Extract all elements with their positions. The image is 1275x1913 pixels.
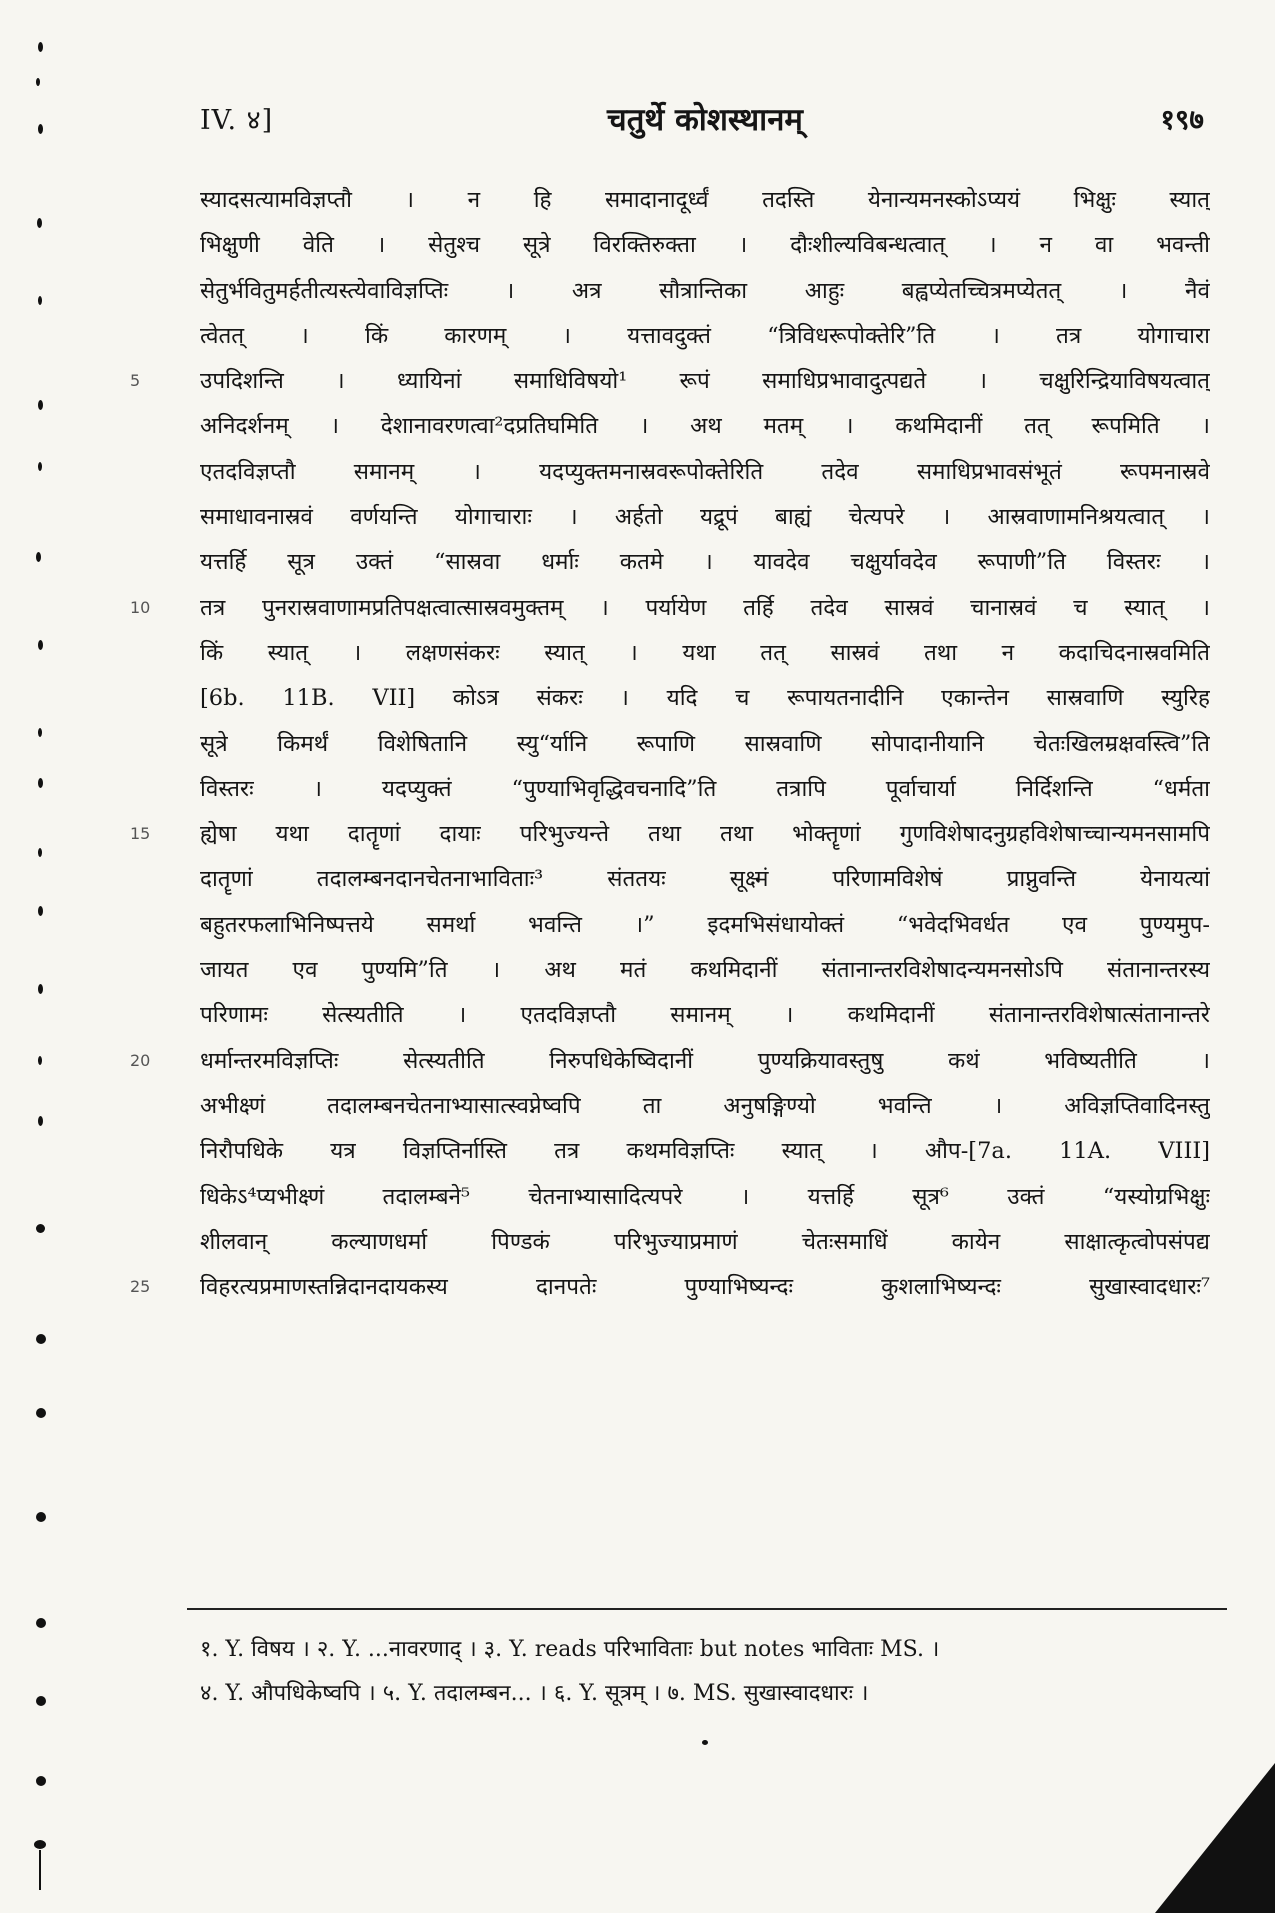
- line-number: 15: [130, 824, 151, 844]
- text-line: ह्येषा यथा दातॄणां दायाः परिभुज्यन्ते तथा तथा भोक्तॄणां गुणविशेषादनुग्रहविशेषाच्चान्यमनसामपि: [200, 821, 1210, 848]
- text-line: स्यादसत्यामविज्ञप्तौ । न हि समादानादूर्ध्वं तदस्ति येनान्यमनस्कोऽप्ययं भिक्षुः स्यात्: [200, 187, 1210, 213]
- text-line: सेतुर्भवितुमर्हतीत्यस्त्येवाविज्ञप्तिः । अत्र सौत्रान्तिका आहुः बह्वप्येतच्चित्रमप्येतत् । नैवं: [200, 277, 1210, 304]
- scan-corner-shadow: [1155, 1763, 1275, 1913]
- text-line: धर्मान्तरमविज्ञप्तिः सेत्स्यतीति निरुपधिकेष्विदानीं पुण्यक्रियावस्तुषु कथं भविष्यतीति ।: [200, 1047, 1210, 1074]
- text-line: सूत्रे किमर्थं विशेषितानि स्यु“र्यानि रूपाणि सास्रवाणि सोपादानीयानि चेतःखिलम्रक्षवस्त्वि”ति: [200, 730, 1210, 757]
- text-line: जायत एव पुण्यमि”ति । अथ मतं कथमिदानीं संतानान्तरविशेषादन्यमनसोऽपि संतानान्तरस्य: [200, 957, 1210, 984]
- text-line: विहरत्यप्रमाणस्तन्निदानदायकस्य दानपतेः पुण्याभिष्यन्दः कुशलाभिष्यन्दः सुखास्वादधारः⁷: [200, 1274, 1210, 1301]
- chapter-reference: IV. ४]: [200, 105, 274, 136]
- text-line: निरौपधिके यत्र विज्ञप्तिर्नास्ति तत्र कथमविज्ञप्तिः स्यात् । औप-[7a. 11A. VIII]: [200, 1138, 1210, 1165]
- text-line: बहुतरफलाभिनिष्पत्तये समर्था भवन्ति ।” इदमभिसंधायोक्तं “भवेदभिवर्धत एव पुण्यमुप-: [200, 911, 1210, 938]
- text-line: धिकेऽ⁴प्यभीक्ष्णं तदालम्बने⁵ चेतनाभ्यासादित्यपरे । यत्तर्हि सूत्र⁶ उक्तं “यस्योग्रभिक्षुः: [200, 1183, 1210, 1210]
- line-number: 10: [130, 597, 151, 617]
- text-line: दातॄणां तदालम्बनदानचेतनाभाविताः³ संततयः सूक्ष्मं परिणामविशेषं प्राप्नुवन्ति येनायत्यां: [200, 866, 1210, 893]
- main-text: [200, 178, 1210, 1310]
- text-line: भिक्षुणी वेति । सेतुश्च सूत्रे विरक्तिरुक्ता । दौःशील्यविबन्धत्वात् । न वा भवन्ती: [200, 232, 1210, 259]
- text-line: अभीक्ष्णं तदालम्बनचेतनाभ्यासात्स्वप्नेष्वपि ता अनुषङ्गिण्यो भवन्ति । अविज्ञप्तिवादिनस्तु: [200, 1092, 1210, 1119]
- line-number: 5: [130, 371, 141, 391]
- text-line: अनिदर्शनम् । देशानावरणत्वा²दप्रतिघमिति । अथ मतम् । कथमिदानीं तत् रूपमिति ।: [200, 413, 1210, 440]
- footnote-divider: [187, 1608, 1227, 1610]
- text-line: समाधावनास्रवं वर्णयन्ति योगाचाराः । अर्हतो यद्रूपं बाह्यं चेत्यपरे । आस्रवाणामनिश्रयत्वात् ।: [200, 504, 1210, 531]
- footnotes: [200, 1628, 1210, 1716]
- line-number: 20: [130, 1050, 151, 1070]
- footnote-line: ४. Y. औपधिकेष्वपि । ५. Y. तदालम्बन... । ६. Y. सूत्रम् । ७. MS. सुखास्वादधारः ।: [200, 1681, 869, 1706]
- text-line: विस्तरः । यदप्युक्तं “पुण्याभिवृद्धिवचनादि”ति तत्रापि पूर्वाचार्या निर्दिशन्ति “धर्मता: [200, 775, 1210, 802]
- page-header: [200, 98, 1210, 142]
- text-line: शीलवान् कल्याणधर्मा पिण्डकं परिभुज्याप्रमाणं चेतःसमाधिं कायेन साक्षात्कृत्वोपसंपद्य: [200, 1228, 1210, 1255]
- text-line: किं स्यात् । लक्षणसंकरः स्यात् । यथा तत् सास्रवं तथा न कदाचिदनास्रवमिति: [200, 639, 1210, 666]
- text-line: यत्तर्हि सूत्र उक्तं “सास्रवा धर्माः कतमे । यावदेव चक्षुर्यावदेव रूपाणी”ति विस्तरः ।: [200, 549, 1210, 576]
- text-line: त्वेतत् । किं कारणम् । यत्तावदुक्तं “त्रिविधरूपोक्तेरि”ति । तत्र योगाचारा: [200, 322, 1210, 349]
- text-line: उपदिशन्ति । ध्यायिनां समाधिविषयो¹ रूपं समाधिप्रभावादुत्पद्यते । चक्षुरिन्द्रियाविषयत्वात्: [200, 368, 1210, 395]
- running-title: चतुर्थे कोशस्थानम्: [607, 102, 803, 138]
- page-number: १९७: [1160, 103, 1204, 136]
- line-number: 25: [130, 1277, 151, 1297]
- text-line: तत्र पुनरास्रवाणामप्रतिपक्षत्वात्सास्रवमुक्तम् । पर्यायेण तर्हि तदेव सास्रवं चानास्रवं च स्यात् ।: [200, 594, 1210, 621]
- text-line: परिणामः सेत्स्यतीति । एतदविज्ञप्तौ समानम् । कथमिदानीं संतानान्तरविशेषात्संतानान्तरे: [200, 1002, 1210, 1029]
- text-line: एतदविज्ञप्तौ समानम् । यदप्युक्तमनास्रवरूपोक्तेरिति तदेव समाधिप्रभावसंभूतं रूपमनास्रवे: [200, 458, 1210, 485]
- text-line: [6b. 11B. VII] कोऽत्र संकरः । यदि च रूपायतनादीनि एकान्तेन सास्रवाणि स्युरिह: [200, 685, 1210, 712]
- footnote-line: १. Y. विषय । २. Y. ...नावरणाद् । ३. Y. reads परिभाविताः but notes भाविताः MS. ।: [200, 1637, 940, 1662]
